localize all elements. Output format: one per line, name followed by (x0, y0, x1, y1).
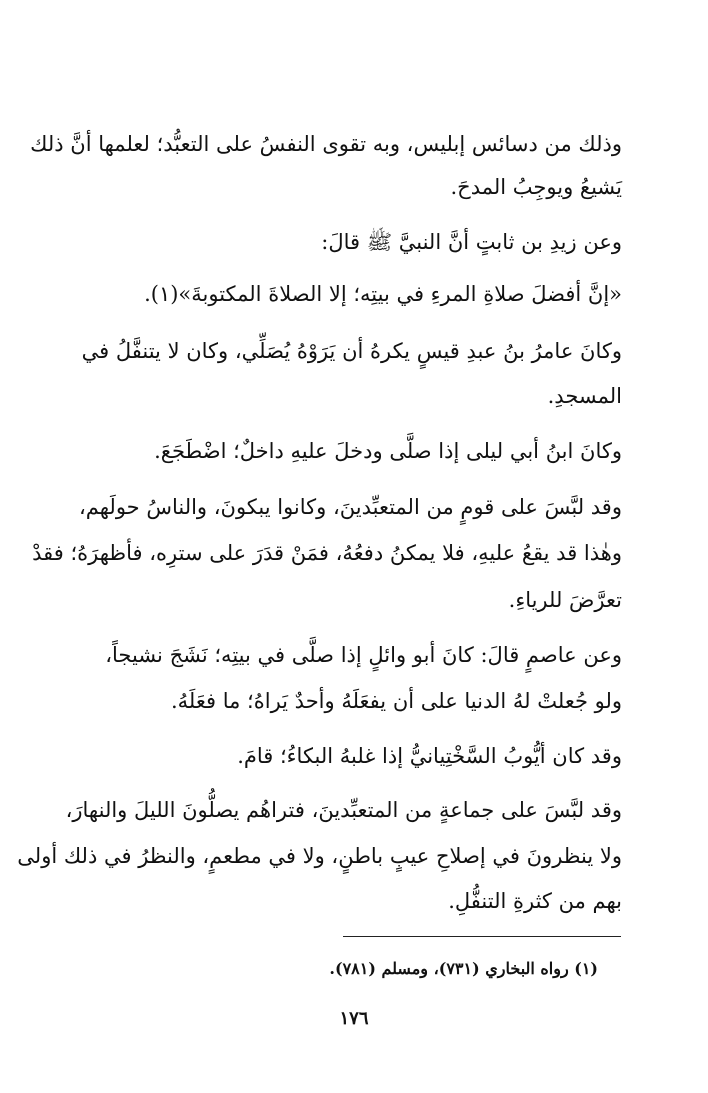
text-line: يَشيعُ ويوجِبُ المدحَ. (450, 175, 622, 199)
text-line: وقد كان أيُّوبُ السَّخْتِيانيُّ إذا غلبهُ البكاءُ؛ قامَ. (237, 744, 622, 768)
text-line: وهٰذا قد يقعُ عليهِ، فلا يمكنُ دفعُهُ، فمَنْ قدَرَ على سترِه، فأظهرَهُ؛ فقدْ (32, 541, 622, 565)
text-line: ولو جُعلتْ لهُ الدنيا على أن يفعَلَهُ وأحدٌ يَراهُ؛ ما فعَلَهُ. (171, 689, 622, 713)
text-line: وكانَ عامرُ بنُ عبدِ قيسٍ يكرهُ أن يَرَوْهُ يُصَلِّي، وكان لا يتنفَّلُ في (81, 339, 622, 363)
text-line: بهم من كثرةِ التنفُّلِ. (448, 889, 622, 913)
text-line: وعن عاصمٍ قالَ: كانَ أبو وائلٍ إذا صلَّى في بيتِه؛ نَشَجَ نشيجاً، (105, 643, 622, 667)
footnote-divider (343, 936, 621, 937)
hadith-quote-line: «إنَّ أفضلَ صلاةِ المرءِ في بيتِه؛ إلا الصلاةَ المكتوبةَ»(١). (144, 282, 622, 306)
text-line: وكانَ ابنُ أبي ليلى إذا صلَّى ودخلَ عليهِ داخلٌ؛ اضْطَجَعَ. (154, 439, 622, 463)
text-line: المسجدِ. (547, 384, 622, 408)
footnote: (١) رواه البخاري (٧٣١)، ومسلم (٧٨١). (329, 959, 598, 978)
text-line: وقد لبَّسَ على قومٍ من المتعبِّدينَ، وكانوا يبكونَ، والناسُ حولَهم، (78, 495, 622, 519)
page-number: ١٧٦ (339, 1008, 369, 1029)
text-line: وذلك من دسائس إبليس، وبه تقوى النفسُ على التعبُّد؛ لعلمها أنَّ ذلك (30, 132, 622, 156)
text-line: وقد لبَّسَ على جماعةٍ من المتعبِّدينَ، فتراهُم يصلُّونَ الليلَ والنهارَ، (65, 798, 622, 822)
text-line: وعن زيدِ بن ثابتٍ أنَّ النبيَّ ﷺ قالَ: (321, 230, 622, 254)
text-line: ولا ينظرونَ في إصلاحِ عيبٍ باطنٍ، ولا في مطعمٍ، والنظرُ في ذلك أولى (17, 844, 622, 868)
text-line: تعرَّضَ للرياءِ. (508, 588, 622, 612)
